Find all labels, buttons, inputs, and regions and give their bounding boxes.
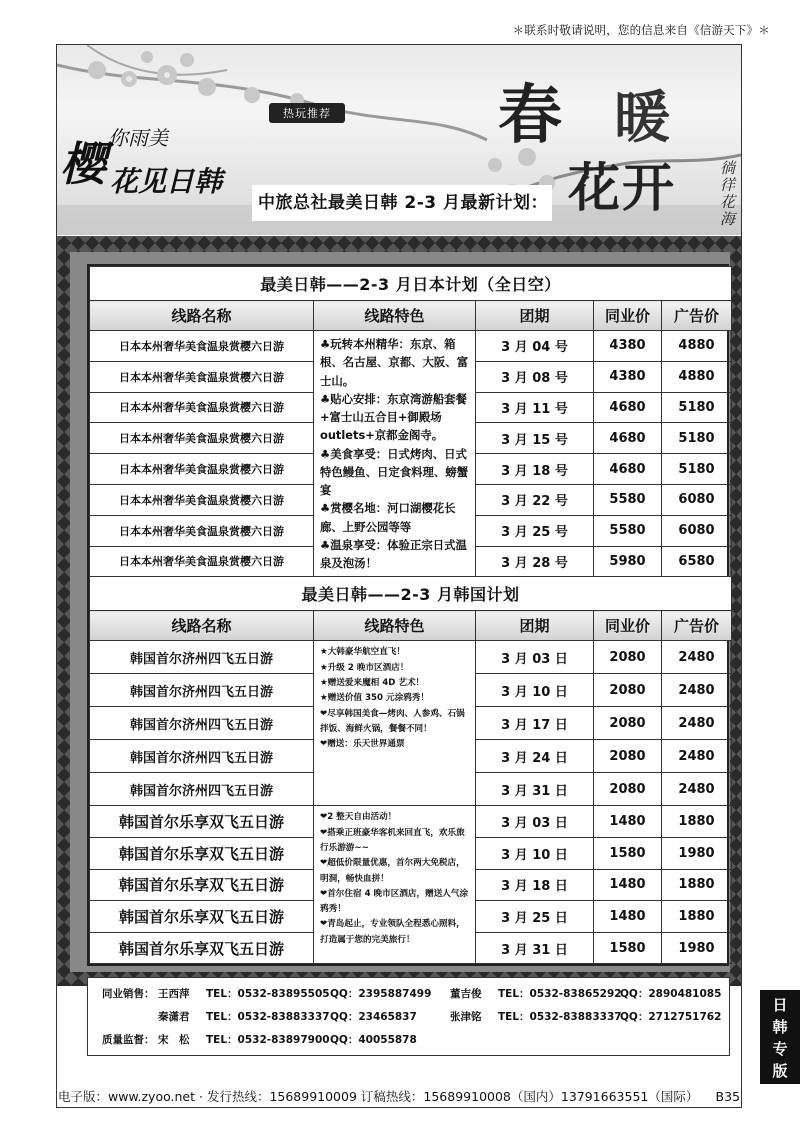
contact-tel: TEL：0532-83895505 <box>206 988 330 1000</box>
peer-price: 2080 <box>594 641 662 674</box>
departure-date: 3 月 28 号 <box>476 546 594 577</box>
col-ad-price: 广告价 <box>662 611 732 641</box>
col-peer-price: 同业价 <box>594 301 662 331</box>
feature-item: ❤赠送：乐天世界通票 <box>320 739 405 750</box>
route-name: 日本本州奢华美食温泉赏樱六日游 <box>90 361 314 392</box>
table-row <box>90 806 732 838</box>
peer-price: 2080 <box>594 740 662 773</box>
departure-date: 3 月 03 日 <box>476 641 594 674</box>
peer-price: 1580 <box>594 837 662 869</box>
ad-price: 5180 <box>662 392 732 423</box>
contact-name: 董吉俊 <box>450 988 482 1000</box>
spring-char: 春 <box>498 78 562 153</box>
japan-features <box>314 331 476 577</box>
contact-qq: QQ：2712751762 <box>620 1011 722 1023</box>
korea-features-b <box>314 806 476 964</box>
feature-item: ❤青岛起止，专业领队全程悉心照料，打造属于您的完美旅行！ <box>320 919 465 945</box>
side-tab-char: 日 <box>772 996 788 1014</box>
feature-item: ❤搭乘正班豪华客机来回直飞，欢乐旅行乐游游~~ <box>320 827 465 853</box>
peer-price: 4680 <box>594 423 662 454</box>
contact-name: 王西萍 <box>158 988 190 1000</box>
ad-price: 2480 <box>662 674 732 707</box>
departure-date: 3 月 11 号 <box>476 392 594 423</box>
ad-price: 4880 <box>662 331 732 362</box>
ad-price: 4880 <box>662 361 732 392</box>
route-name: 日本本州奢华美食温泉赏樱六日游 <box>90 454 314 485</box>
side-tab-char: 韩 <box>772 1018 788 1036</box>
route-name: 韩国首尔济州四飞五日游 <box>90 773 314 806</box>
peer-price: 5580 <box>594 515 662 546</box>
bloom-chars: 花开 <box>568 158 677 219</box>
ad-price: 2480 <box>662 707 732 740</box>
peer-price: 2080 <box>594 707 662 740</box>
route-name: 日本本州奢华美食温泉赏樱六日游 <box>90 515 314 546</box>
flower-sea-text: 徜徉花海 <box>720 159 736 228</box>
contact-qq: QQ：40055878 <box>330 1034 417 1046</box>
route-name: 韩国首尔乐享双飞五日游 <box>90 901 314 933</box>
col-route-name: 线路名称 <box>90 611 314 641</box>
japan-section-title: 最美日韩——2-3 月日本计划（全日空） <box>90 267 732 301</box>
feature-item: ❤超低价限量优惠，首尔两大免税店，明洞，畅快血拼！ <box>320 858 465 884</box>
route-name: 韩国首尔乐享双飞五日游 <box>90 837 314 869</box>
ad-price: 1980 <box>662 837 732 869</box>
feature-item: ★大韩豪华航空直飞！ <box>320 647 406 658</box>
feature-item: ♣贴心安排：东京湾游船套餐+富士山五合目+御殿场outlets+京都金阁寺。 <box>320 391 467 443</box>
route-name: 韩国首尔济州四飞五日游 <box>90 641 314 674</box>
feature-item: ♣赏樱名地：河口湖樱花长廊、上野公园等等 <box>320 501 456 534</box>
departure-date: 3 月 25 日 <box>476 901 594 933</box>
korea-section-title: 最美日韩——2-3 月韩国计划 <box>90 577 732 611</box>
peer-price: 4380 <box>594 331 662 362</box>
departure-date: 3 月 10 日 <box>476 674 594 707</box>
peer-price: 5580 <box>594 484 662 515</box>
departure-date: 3 月 24 日 <box>476 740 594 773</box>
departure-date: 3 月 17 日 <box>476 707 594 740</box>
peer-price: 1480 <box>594 806 662 838</box>
peer-price: 4380 <box>594 361 662 392</box>
route-name: 日本本州奢华美食温泉赏樱六日游 <box>90 484 314 515</box>
route-name: 韩国首尔乐享双飞五日游 <box>90 869 314 901</box>
peer-price: 4680 <box>594 392 662 423</box>
departure-date: 3 月 03 日 <box>476 806 594 838</box>
hot-pick-tag: 热玩推荐 <box>269 103 345 123</box>
peer-price: 1480 <box>594 901 662 933</box>
peer-price: 2080 <box>594 773 662 806</box>
col-route-features: 线路特色 <box>314 301 476 331</box>
sakura-char: 樱 <box>60 137 106 191</box>
departure-date: 3 月 10 日 <box>476 837 594 869</box>
route-name: 日本本州奢华美食温泉赏樱六日游 <box>90 331 314 362</box>
col-route-name: 线路名称 <box>90 301 314 331</box>
contact-qq: QQ：2395887499 <box>330 988 432 1000</box>
departure-date: 3 月 25 号 <box>476 515 594 546</box>
peer-price: 4680 <box>594 454 662 485</box>
table-row <box>90 641 732 674</box>
section-side-tab <box>760 990 800 1084</box>
route-name: 日本本州奢华美食温泉赏樱六日游 <box>90 392 314 423</box>
feature-item: ★赠送价值 350 元涂鸦秀！ <box>320 693 429 704</box>
route-name: 韩国首尔济州四飞五日游 <box>90 740 314 773</box>
contact-name: 张津铭 <box>450 1011 482 1023</box>
contact-row <box>102 1007 721 1027</box>
feature-item: ♣美食享受：日式烤肉、日式特色鳗鱼、日定食料理、螃蟹宴 <box>320 446 469 497</box>
source-note: ＊联系时敬请说明，您的信息来自《信游天下》＊ <box>512 23 770 37</box>
ad-price: 5180 <box>662 454 732 485</box>
col-peer-price: 同业价 <box>594 611 662 641</box>
col-departure: 团期 <box>476 611 594 641</box>
sakura-calligraphy <box>60 126 223 198</box>
departure-date: 3 月 04 号 <box>476 331 594 362</box>
departure-date: 3 月 18 号 <box>476 454 594 485</box>
korea-features-a <box>314 641 476 806</box>
ad-price: 6080 <box>662 515 732 546</box>
ad-price: 2480 <box>662 740 732 773</box>
col-route-features: 线路特色 <box>314 611 476 641</box>
side-tab-char: 版 <box>772 1062 788 1080</box>
route-name: 韩国首尔济州四飞五日游 <box>90 674 314 707</box>
feature-item: ♣温泉享受：体验正宗日式温泉及泡汤！ <box>320 537 467 570</box>
contact-tel: TEL：0532-83883337 <box>206 1011 330 1023</box>
departure-date: 3 月 08 号 <box>476 361 594 392</box>
feature-item: ❤尽享韩国美食—烤肉、人参鸡、石锅拌饭、海鲜火锅，餐餐不同！ <box>320 708 465 734</box>
feature-item: ★赠送爱来魔相 4D 艺术！ <box>320 677 425 688</box>
ad-price: 1980 <box>662 932 732 964</box>
col-ad-price: 广告价 <box>662 301 732 331</box>
departure-date: 3 月 15 号 <box>476 423 594 454</box>
departure-date: 3 月 18 日 <box>476 869 594 901</box>
feature-item: ❤2 整天自由活动！ <box>320 812 397 823</box>
ad-price: 2480 <box>662 773 732 806</box>
contact-qq: QQ：23465837 <box>330 1011 417 1023</box>
ad-price: 1880 <box>662 869 732 901</box>
sakura-line2: 花见日韩 <box>110 165 223 198</box>
page-footer <box>58 1086 742 1108</box>
ad-price: 2480 <box>662 641 732 674</box>
contact-row <box>102 984 721 1004</box>
quality-label: 质量监督： <box>102 1034 155 1046</box>
departure-date: 3 月 22 号 <box>476 484 594 515</box>
route-name: 韩国首尔乐享双飞五日游 <box>90 806 314 838</box>
feature-item: ★升级 2 晚市区酒店！ <box>320 662 409 673</box>
contact-tel: TEL：0532-83897900 <box>206 1034 330 1046</box>
ad-price: 1880 <box>662 806 732 838</box>
contact-qq: QQ：2890481085 <box>620 988 722 1000</box>
ad-price: 6580 <box>662 546 732 577</box>
contact-tel: TEL：0532-83883337 <box>498 1011 622 1023</box>
route-name: 韩国首尔济州四飞五日游 <box>90 707 314 740</box>
ad-price: 1880 <box>662 901 732 933</box>
route-name: 日本本州奢华美食温泉赏樱六日游 <box>90 423 314 454</box>
contact-name: 秦潇君 <box>158 1011 190 1023</box>
itinerary-table <box>87 264 729 966</box>
page-number: B35 <box>715 1089 740 1104</box>
warm-char: 暖 <box>614 85 670 151</box>
departure-date: 3 月 31 日 <box>476 773 594 806</box>
sakura-line1: 你雨美 <box>108 126 168 150</box>
contact-row <box>102 1030 417 1050</box>
feature-item: ♣玩转本州精华：东京、箱根、名古屋、京都、大阪、富士山。 <box>320 337 469 388</box>
sales-label: 同业销售： <box>102 988 155 1000</box>
route-name: 韩国首尔乐享双飞五日游 <box>90 932 314 964</box>
peer-price: 1480 <box>594 869 662 901</box>
peer-price: 2080 <box>594 674 662 707</box>
contact-tel: TEL：0532-83865292 <box>498 988 622 1000</box>
footer-text: 电子版：www.zyoo.net · 发行热线：15689910009 订稿热线：15689910008（国内）13791663551（国际） <box>58 1089 699 1104</box>
col-departure: 团期 <box>476 301 594 331</box>
peer-price: 5980 <box>594 546 662 577</box>
contact-name: 宋 松 <box>158 1034 190 1046</box>
side-tab-char: 专 <box>772 1040 788 1058</box>
peer-price: 1580 <box>594 932 662 964</box>
contact-box <box>87 977 730 1056</box>
route-name: 日本本州奢华美食温泉赏樱六日游 <box>90 546 314 577</box>
departure-date: 3 月 31 日 <box>476 932 594 964</box>
feature-item: ❤首尔住宿 4 晚市区酒店，赠送人气涂鸦秀！ <box>320 888 469 915</box>
ad-price: 5180 <box>662 423 732 454</box>
banner-subtitle: 中旅总社最美日韩 2-3 月最新计划： <box>252 185 552 221</box>
ad-price: 6080 <box>662 484 732 515</box>
table-row <box>90 331 732 362</box>
